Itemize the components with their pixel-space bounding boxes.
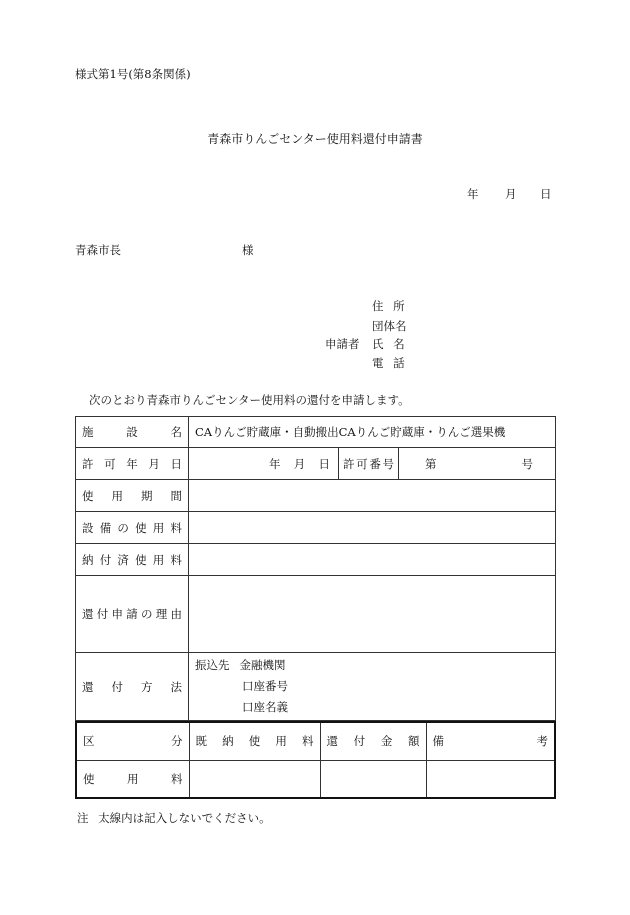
note: 注 太線内は記入しないでください。 xyxy=(77,811,271,825)
equipment-fee-field[interactable] xyxy=(189,512,556,544)
permit-number-label: 許 可 番 号 xyxy=(343,456,394,471)
permit-date-label: 許 可 年 月 日 xyxy=(82,456,182,471)
intro-text: 次のとおり青森市りんごセンター使用料の還付を申請します。 xyxy=(89,393,410,407)
category-header: 区 分 xyxy=(83,734,183,749)
permit-date-field[interactable] xyxy=(189,456,338,472)
applicant-prefix: 申請者 xyxy=(325,337,360,351)
date-month: 月 xyxy=(505,187,517,201)
office-use-table xyxy=(75,721,556,799)
permit-number-field[interactable] xyxy=(399,448,556,480)
applicant-name-label: 氏 名 xyxy=(372,337,405,351)
permit-number-suffix: 号 xyxy=(521,456,533,471)
applicant-address-label: 住 所 xyxy=(372,299,405,313)
application-table xyxy=(75,416,556,721)
refund-amount-header: 還 付 金 額 xyxy=(326,734,420,749)
transfer-label: 振込先 xyxy=(195,658,230,672)
bank-label: 金融機関 xyxy=(239,658,286,672)
remarks-cell xyxy=(426,760,555,798)
equipment-fee-row xyxy=(76,512,556,544)
fee-row-label: 使 用 料 xyxy=(83,771,183,786)
permit-row xyxy=(76,448,556,480)
equipment-fee-label: 設 備 の 使 用 料 xyxy=(82,520,182,535)
method-row xyxy=(76,653,556,721)
addressee-honorific: 様 xyxy=(242,243,254,257)
permit-number-prefix: 第 xyxy=(425,456,437,471)
method-field[interactable] xyxy=(189,653,556,721)
permit-month: 月 xyxy=(293,456,306,471)
remarks-header: 備 考 xyxy=(432,734,548,749)
permit-day: 日 xyxy=(318,456,330,471)
paid-fee-label: 納 付 済 使 用 料 xyxy=(82,552,182,567)
paid-fee-field[interactable] xyxy=(189,544,556,576)
date-year: 年 xyxy=(467,187,479,201)
addressee: 青森市長 xyxy=(75,243,121,257)
facility-row xyxy=(76,417,556,448)
office-use-fee-row xyxy=(76,760,555,798)
period-label: 使 用 期 間 xyxy=(82,488,182,503)
form-number: 様式第1号(第8条関係) xyxy=(75,67,191,81)
paid-fee-row xyxy=(76,544,556,576)
paid-fee-cell xyxy=(189,760,320,798)
account-number-label: 口座番号 xyxy=(242,679,288,693)
applicant-phone-label: 電 話 xyxy=(372,356,405,370)
period-row xyxy=(76,480,556,512)
method-label: 還 付 方 法 xyxy=(82,679,182,694)
paid-fee-header: 既 納 使 用 料 xyxy=(195,734,314,749)
facility-value: CAりんご貯蔵庫・自動搬出CAりんご貯蔵庫・りんご選果機 xyxy=(189,417,556,448)
page-title: 青森市りんごセンター使用料還付申請書 xyxy=(207,132,423,146)
account-name-label: 口座名義 xyxy=(242,700,288,714)
permit-year: 年 xyxy=(269,456,281,471)
reason-row xyxy=(76,576,556,653)
reason-field[interactable] xyxy=(189,576,556,653)
period-field[interactable] xyxy=(189,480,556,512)
facility-label: 施 設 名 xyxy=(82,425,182,439)
applicant-group-label: 団体名 xyxy=(372,319,407,333)
reason-label: 還 付 申 請 の 理 由 xyxy=(82,607,182,621)
refund-amount-cell xyxy=(320,760,426,798)
office-use-header-row xyxy=(76,722,555,760)
date-day: 日 xyxy=(540,187,552,201)
